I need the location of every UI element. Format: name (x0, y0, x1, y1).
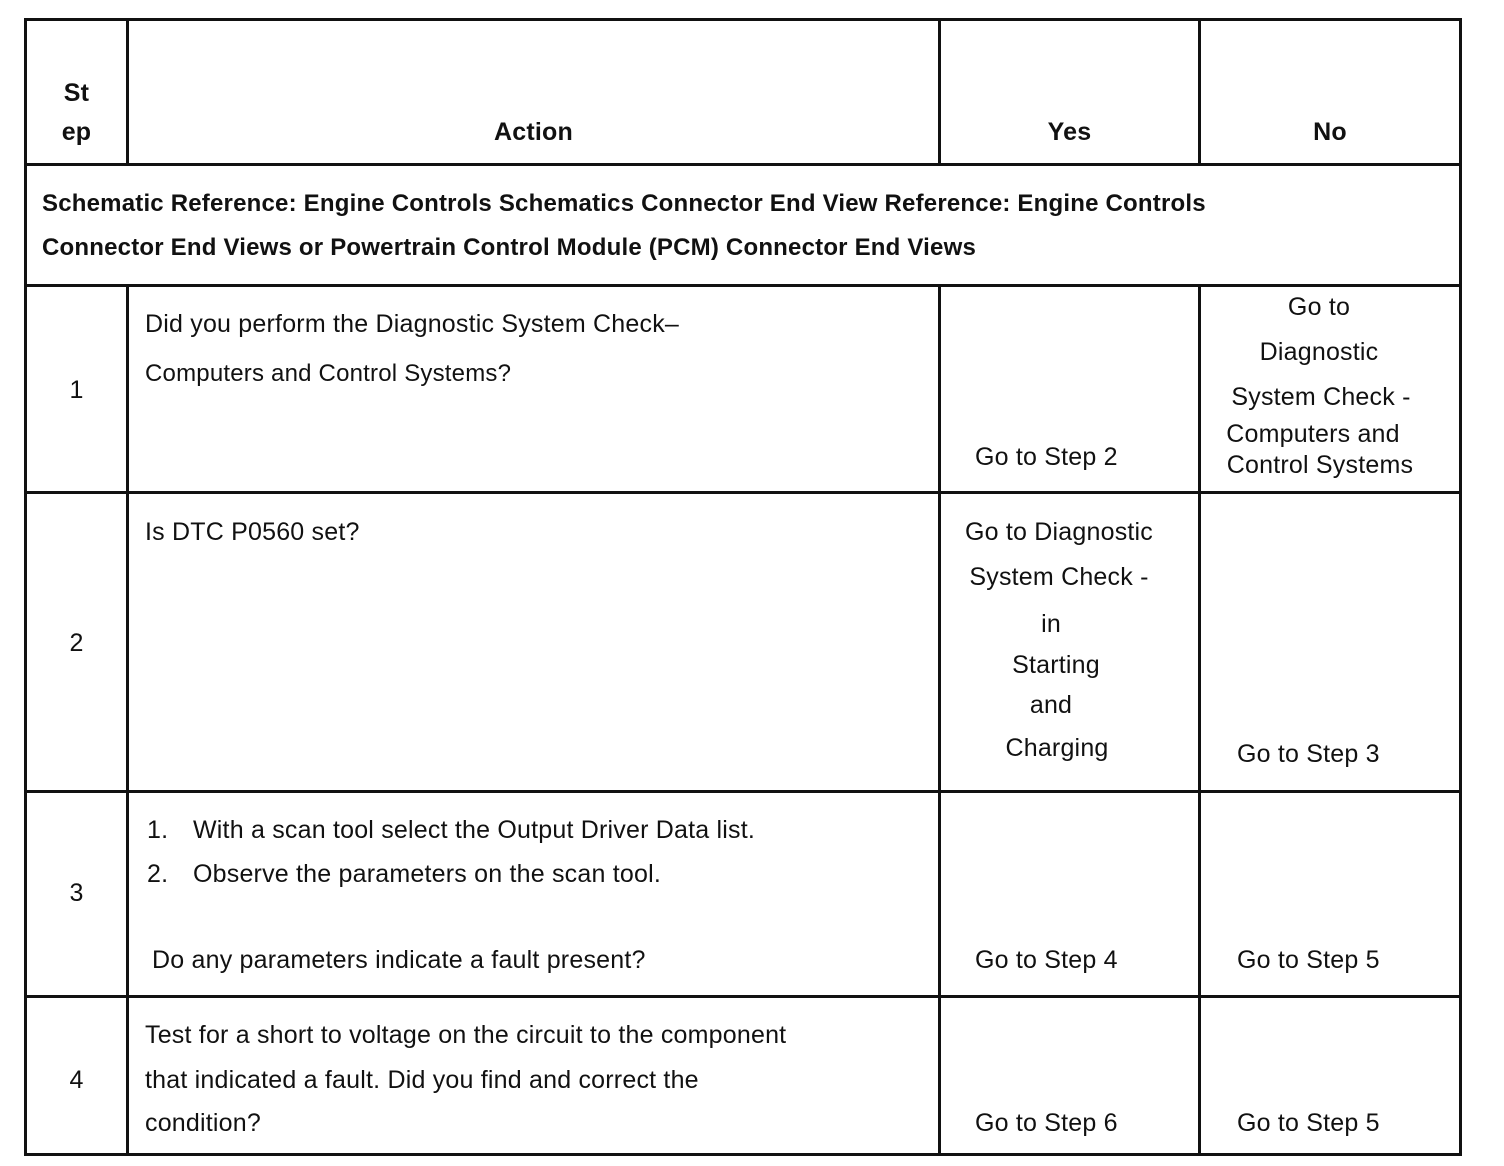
border-left (24, 18, 27, 1156)
reference-line-2: Connector End Views or Powertrain Control Module (PCM) Connector End Views (42, 234, 976, 261)
header-step-line2: ep (61, 118, 92, 146)
row-2-yes-line-4: Starting (1012, 651, 1100, 679)
row-3-no: Go to Step 5 (1237, 946, 1380, 974)
row-4-no: Go to Step 5 (1237, 1109, 1380, 1137)
row-1-no-line-5: Control Systems (1226, 451, 1414, 479)
row-3-item-2-text: Observe the parameters on the scan tool. (193, 860, 661, 888)
row-1-step: 1 (69, 376, 84, 404)
col-divider-action-body (938, 284, 941, 1156)
row-4-action-line-3: condition? (145, 1109, 261, 1137)
row-2-yes-line-1: Go to Diagnostic (964, 518, 1153, 546)
row-2-yes-line-5: and (1029, 691, 1073, 719)
header-no: No (1313, 118, 1347, 146)
row-2-no: Go to Step 3 (1237, 740, 1380, 768)
border-bottom (24, 1153, 1462, 1156)
col-divider-step-body (126, 284, 129, 1156)
row-3-item-2-number: 2. (147, 860, 169, 888)
row-1-no-line-3: System Check - (1231, 383, 1411, 411)
header-step-line1: St (63, 79, 90, 107)
header-yes: Yes (1047, 118, 1092, 146)
row-3-yes: Go to Step 4 (975, 946, 1118, 974)
border-top (24, 18, 1462, 21)
row-2-step: 2 (69, 629, 84, 657)
row-1-no-line-2: Diagnostic (1259, 338, 1379, 366)
col-divider-yes-body (1198, 284, 1201, 1156)
row-3-action-question: Do any parameters indicate a fault present? (152, 946, 646, 974)
row-1-yes: Go to Step 2 (975, 443, 1118, 471)
row-1-no-line-1: Go to (1287, 293, 1351, 321)
reference-line-1: Schematic Reference: Engine Controls Schematics Connector End View Reference: Engine Controls (42, 190, 1206, 217)
row-2-action-line-1: Is DTC P0560 set? (145, 518, 360, 546)
row-3-item-1-text: With a scan tool select the Output Driver Data list. (193, 816, 756, 844)
header-action: Action (494, 118, 573, 146)
row-4-action-line-2: that indicated a fault. Did you find and correct the (145, 1066, 699, 1094)
row-4-yes: Go to Step 6 (975, 1109, 1118, 1137)
divider-row-3 (24, 995, 1462, 998)
row-3-item-1-number: 1. (147, 816, 169, 844)
row-1-action-line-2: Computers and Control Systems? (145, 360, 512, 387)
divider-reference (24, 284, 1462, 287)
divider-row-2 (24, 790, 1462, 793)
row-2-yes-line-3: in (1041, 610, 1061, 638)
divider-row-1 (24, 491, 1462, 494)
divider-header (24, 163, 1462, 166)
row-3-step: 3 (69, 879, 84, 907)
row-1-action-line-1: Did you perform the Diagnostic System Check– (145, 310, 680, 338)
row-4-action-line-1: Test for a short to voltage on the circuit to the component (145, 1021, 787, 1049)
row-1-no-line-4: Computers and (1226, 420, 1400, 448)
row-2-yes-line-2: System Check - (969, 563, 1149, 591)
border-right (1459, 18, 1462, 1156)
row-2-yes-line-6: Charging (1005, 734, 1109, 762)
row-4-step: 4 (69, 1066, 84, 1094)
